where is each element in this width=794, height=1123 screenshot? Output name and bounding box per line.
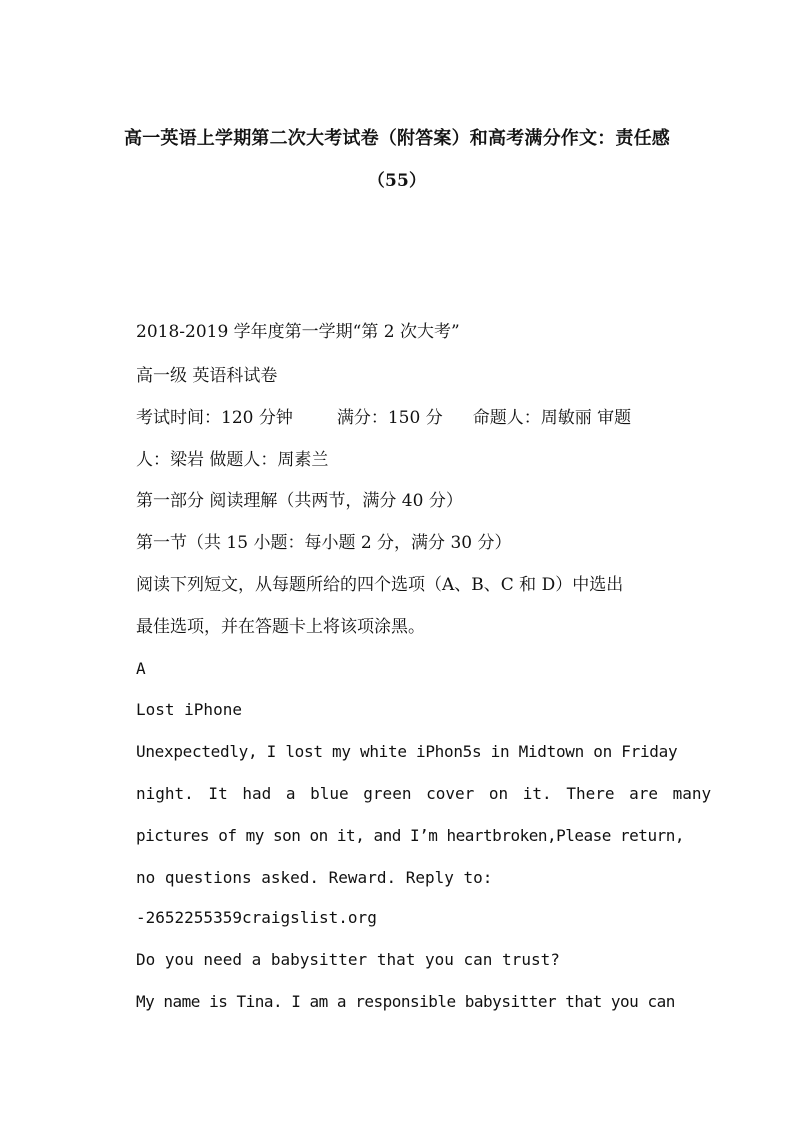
- ad1-contact: -2652255359craigslist.org: [136, 908, 377, 927]
- exam-subject: 高一级 英语科试卷: [136, 366, 278, 386]
- document-title-number: （55）: [367, 171, 427, 191]
- ad1-text-line: Unexpectedly, I lost my white iPhon5s in Midtown on Friday: [136, 742, 678, 761]
- exam-name: 2018-2019 学年度第一学期“第 2 次大考”: [136, 322, 460, 342]
- ad1-title: Lost iPhone: [136, 700, 242, 719]
- ad1-text-line: no questions asked. Reward. Reply to:: [136, 868, 493, 887]
- exam-time: 考试时间：120 分钟: [136, 408, 293, 428]
- exam-info-line: [136, 408, 631, 428]
- ad2-text-line: My name is Tina. I am a responsible babysitter that you can: [136, 992, 675, 1011]
- exam-setter: 命题人：周敏丽 审题: [472, 408, 632, 428]
- ad2-title: Do you need a babysitter that you can trust?: [136, 950, 560, 969]
- instruction-line-2: 最佳选项，并在答题卡上将该项涂黑。: [136, 617, 425, 637]
- section-heading: 第一节（共 15 小题：每小题 2 分，满分 30 分）: [136, 533, 512, 553]
- passage-label: A: [136, 659, 146, 678]
- exam-score: 满分：150 分: [336, 408, 443, 428]
- ad1-text-line: pictures of my son on it, and I’m heartbroken,Please return,: [136, 826, 684, 845]
- ad1-text-line: night. It had a blue green cover on it. There are many: [136, 784, 712, 803]
- part-heading: 第一部分 阅读理解（共两节，满分 40 分）: [136, 491, 463, 511]
- exam-reviewer: 人：梁岩 做题人：周素兰: [136, 450, 329, 470]
- instruction-line-1: 阅读下列短文，从每题所给的四个选项（A、B、C 和 D）中选出: [136, 575, 624, 595]
- document-title: 高一英语上学期第二次大考试卷（附答案）和高考满分作文：责任感: [124, 128, 670, 149]
